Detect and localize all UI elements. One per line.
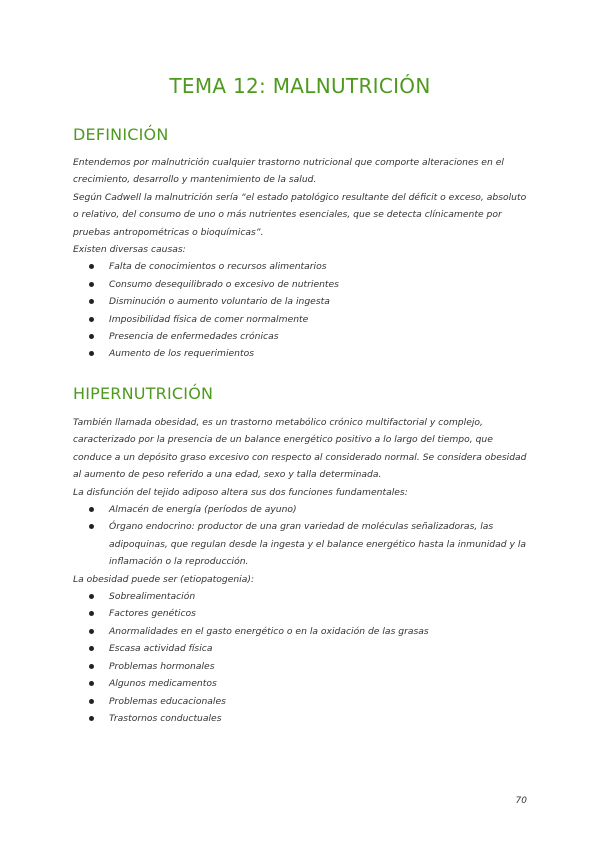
list-item: Órgano endocrino: productor de una gran variedad de moléculas señalizadoras, las adipoquinas, que regulan desde la ingesta y el balance energético hasta la inmunidad y la inflamación o la reproducción. — [73, 518, 528, 570]
list-item: Consumo desequilibrado o excesivo de nutrientes — [73, 276, 528, 293]
functions-list — [73, 501, 528, 571]
causes-list — [73, 258, 528, 362]
hipernutricion-paragraph-1: También llamada obesidad, es un trastorno metabólico crónico multifactorial y complejo, caracterizado por la presencia de un balance energético positivo a lo largo del tiempo, que conduce a un depósito graso excesivo con respecto al considerado normal. Se considera obesidad al aumento de peso referido a una edad, sexo y talla determinada. — [73, 417, 527, 481]
list-item: Problemas educacionales — [73, 693, 528, 710]
list-item: Imposibilidad física de comer normalmente — [73, 311, 528, 328]
list-item: Escasa actividad física — [73, 640, 528, 657]
hipernutricion-paragraph-3: La obesidad puede ser (etiopatogenia): — [73, 573, 255, 585]
definicion-paragraph-1: Entendemos por malnutrición cualquier trastorno nutricional que comporte alteraciones en el crecimiento, desarrollo y mantenimiento de la salud. — [73, 157, 504, 186]
list-item: Problemas hormonales — [73, 658, 528, 675]
definicion-paragraph-2: Según Cadwell la malnutrición sería “el estado patológico resultante del déficit o exceso, absoluto o relativo, del consumo de uno o más nutrientes esenciales, que se detecta clínicamente por pruebas antropométricas o bioquímicas”. — [73, 191, 527, 238]
list-item: Presencia de enfermedades crónicas — [73, 328, 528, 345]
definicion-body — [73, 154, 528, 363]
list-item: Almacén de energía (períodos de ayuno) — [73, 501, 528, 518]
hipernutricion-body — [73, 414, 528, 727]
hipernutricion-paragraph-2: La disfunción del tejido adiposo altera sus dos funciones fundamentales: — [73, 486, 408, 498]
list-item: Factores genéticos — [73, 605, 528, 622]
etiology-list — [73, 588, 528, 727]
heading-hipernutricion: HIPERNUTRICIÓN — [73, 384, 214, 403]
list-item: Disminución o aumento voluntario de la ingesta — [73, 293, 528, 310]
list-item: Falta de conocimientos o recursos alimentarios — [73, 258, 528, 275]
list-item: Anormalidades en el gasto energético o en la oxidación de las grasas — [73, 623, 528, 640]
page-number: 70 — [515, 796, 527, 806]
list-item: Sobrealimentación — [73, 588, 528, 605]
page-title: TEMA 12: MALNUTRICIÓN — [169, 74, 431, 98]
heading-definicion: DEFINICIÓN — [73, 125, 169, 144]
list-item: Trastornos conductuales — [73, 710, 528, 727]
list-item: Aumento de los requerimientos — [73, 345, 528, 362]
definicion-paragraph-3: Existen diversas causas: — [73, 244, 186, 256]
list-item: Algunos medicamentos — [73, 675, 528, 692]
